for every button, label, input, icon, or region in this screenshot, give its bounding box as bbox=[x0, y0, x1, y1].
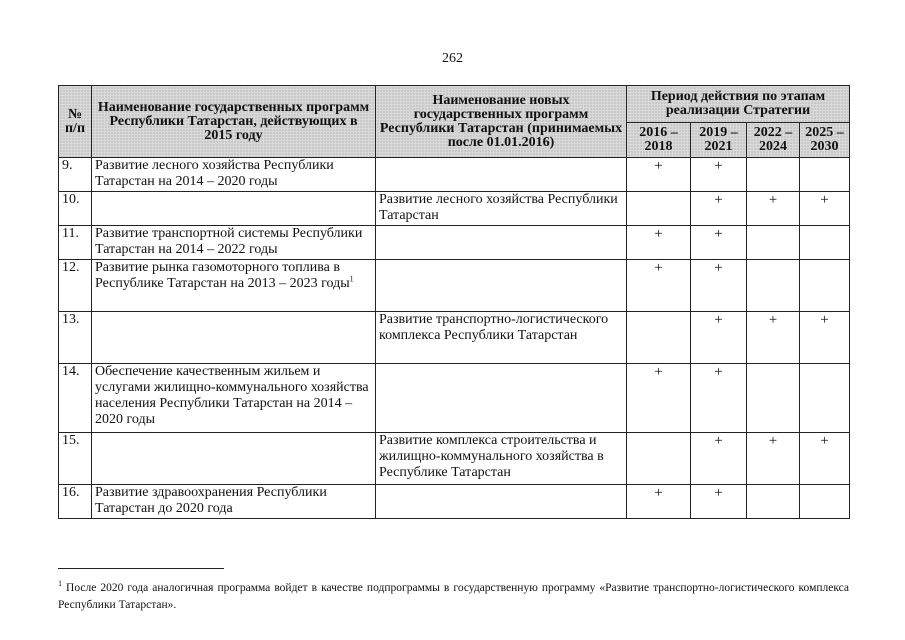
stage-mark bbox=[747, 364, 800, 433]
header-new-programs: Наименование новых государственных программ Республики Татарстан (принимаемых после 01.01.2016) bbox=[376, 86, 627, 158]
header-stage-2025-2030: 2025 – 2030 bbox=[800, 123, 850, 158]
header-period: Период действия по этапам реализации Стратегии bbox=[627, 86, 850, 123]
stage-mark bbox=[800, 485, 850, 519]
stage-mark bbox=[747, 226, 800, 260]
row-number: 12. bbox=[59, 260, 92, 312]
stage-mark: + bbox=[691, 485, 747, 519]
footnote-marker: 1 bbox=[58, 579, 62, 589]
new-program bbox=[376, 485, 627, 519]
stage-mark: + bbox=[800, 192, 850, 226]
row-number: 10. bbox=[59, 192, 92, 226]
stage-mark: + bbox=[800, 312, 850, 364]
stage-mark: + bbox=[691, 226, 747, 260]
stage-mark bbox=[627, 312, 691, 364]
header-current-programs: Наименование государственных программ Республики Татарстан, действующих в 2015 году bbox=[92, 86, 376, 158]
row-number: 13. bbox=[59, 312, 92, 364]
new-program: Развитие транспортно-логистического комплекса Республики Татарстан bbox=[376, 312, 627, 364]
stage-mark bbox=[747, 260, 800, 312]
new-program bbox=[376, 260, 627, 312]
current-program: Развитие лесного хозяйства Республики Татарстан на 2014 – 2020 годы bbox=[92, 158, 376, 192]
header-num: № п/п bbox=[59, 86, 92, 158]
new-program bbox=[376, 226, 627, 260]
footnote-text: После 2020 года аналогичная программа войдет в качестве подпрограммы в государственную программу «Развитие транспортно-логистического комплекса Республики Татарстан». bbox=[58, 582, 849, 611]
stage-mark: + bbox=[747, 312, 800, 364]
new-program: Развитие комплекса строительства и жилищно-коммунального хозяйства в Республике Татарстан bbox=[376, 433, 627, 485]
stage-mark bbox=[800, 364, 850, 433]
footnote-ref: 1 bbox=[349, 274, 354, 284]
row-number: 9. bbox=[59, 158, 92, 192]
stage-mark: + bbox=[627, 158, 691, 192]
stage-mark: + bbox=[691, 192, 747, 226]
stage-mark bbox=[800, 226, 850, 260]
row-number: 16. bbox=[59, 485, 92, 519]
page-number: 262 bbox=[442, 51, 463, 66]
stage-mark: + bbox=[691, 260, 747, 312]
current-program: Развитие здравоохранения Республики Татарстан до 2020 года bbox=[92, 485, 376, 519]
table-row bbox=[59, 260, 850, 312]
stage-mark bbox=[800, 158, 850, 192]
new-program bbox=[376, 158, 627, 192]
table-row bbox=[59, 192, 850, 226]
footnote-divider bbox=[58, 568, 224, 569]
table-row bbox=[59, 433, 850, 485]
stage-mark: + bbox=[800, 433, 850, 485]
stage-mark: + bbox=[691, 312, 747, 364]
current-program: Обеспечение качественным жильем и услугами жилищно-коммунального хозяйства населения Республики Татарстан на 2014 – 2020 годы bbox=[92, 364, 376, 433]
programs-table bbox=[58, 85, 850, 519]
table-row bbox=[59, 312, 850, 364]
stage-mark bbox=[627, 433, 691, 485]
stage-mark: + bbox=[627, 485, 691, 519]
stage-mark bbox=[627, 192, 691, 226]
current-program bbox=[92, 433, 376, 485]
stage-mark: + bbox=[627, 226, 691, 260]
stage-mark bbox=[747, 485, 800, 519]
stage-mark: + bbox=[691, 158, 747, 192]
header-stage-2016-2018: 2016 – 2018 bbox=[627, 123, 691, 158]
current-program-text: Развитие рынка газомоторного топлива в Республике Татарстан на 2013 – 2023 годы bbox=[95, 260, 350, 291]
stage-mark: + bbox=[627, 260, 691, 312]
stage-mark: + bbox=[691, 433, 747, 485]
stage-mark: + bbox=[747, 192, 800, 226]
row-number: 14. bbox=[59, 364, 92, 433]
table-row bbox=[59, 226, 850, 260]
current-program bbox=[92, 192, 376, 226]
table-row bbox=[59, 158, 850, 192]
stage-mark: + bbox=[691, 364, 747, 433]
header-stage-2022-2024: 2022 – 2024 bbox=[747, 123, 800, 158]
current-program: Развитие транспортной системы Республики Татарстан на 2014 – 2022 годы bbox=[92, 226, 376, 260]
current-program bbox=[92, 312, 376, 364]
table-row bbox=[59, 485, 850, 519]
new-program: Развитие лесного хозяйства Республики Татарстан bbox=[376, 192, 627, 226]
stage-mark: + bbox=[747, 433, 800, 485]
header-stage-2019-2021: 2019 – 2021 bbox=[691, 123, 747, 158]
row-number: 15. bbox=[59, 433, 92, 485]
footnote bbox=[58, 580, 849, 614]
table-row bbox=[59, 364, 850, 433]
new-program bbox=[376, 364, 627, 433]
current-program bbox=[92, 260, 376, 312]
stage-mark bbox=[800, 260, 850, 312]
row-number: 11. bbox=[59, 226, 92, 260]
stage-mark bbox=[747, 158, 800, 192]
stage-mark: + bbox=[627, 364, 691, 433]
